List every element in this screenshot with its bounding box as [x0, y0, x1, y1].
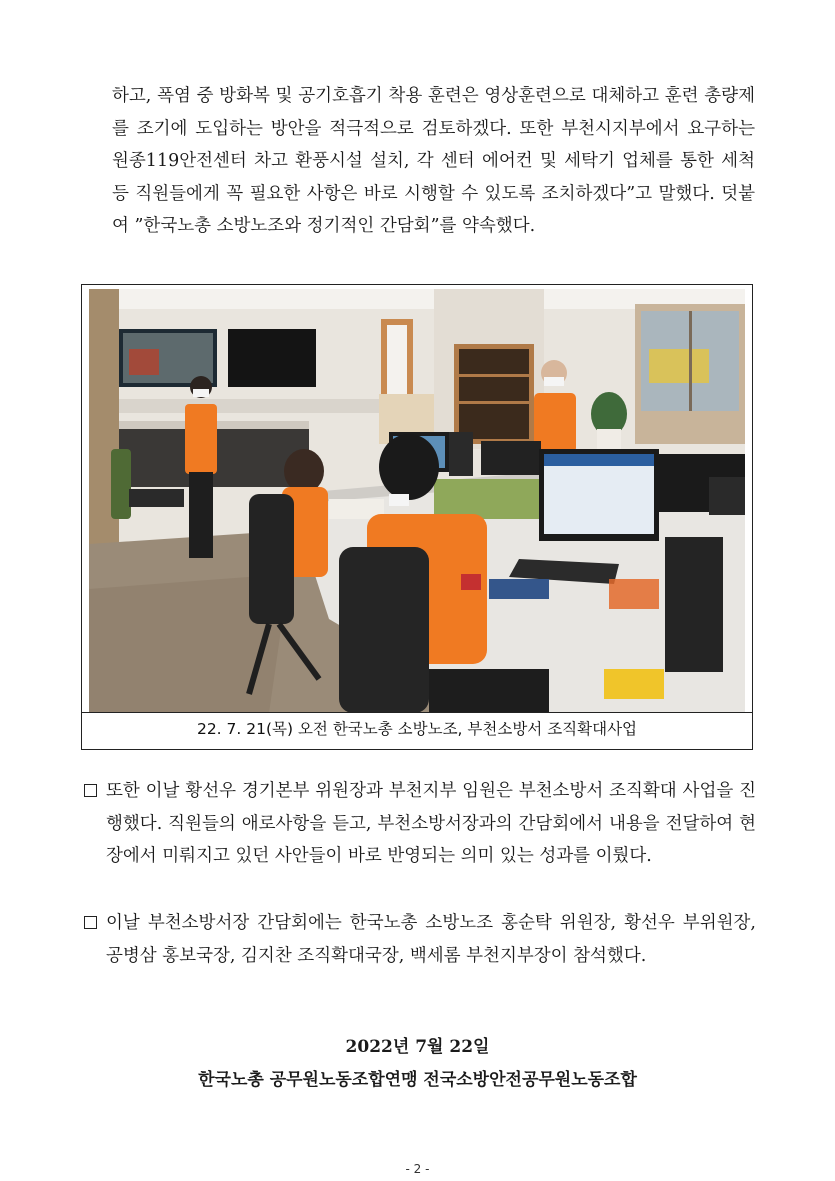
photo-caption: 22. 7. 21(목) 오전 한국노총 소방노조, 부천소방서 조직확대사업 [196, 720, 638, 738]
caption-divider [82, 712, 752, 713]
document-date: 2022년 7월 22일 [345, 1037, 490, 1057]
page-number: - 2 - [405, 1162, 430, 1176]
bullet-item [84, 907, 756, 972]
bullet-text: 이날 부천소방서장 간담회에는 한국노총 소방노조 홍순탁 위원장, 황선우 부위원장, 공병삼 홍보국장, 김지찬 조직확대국장, 백세롬 부천지부장이 참석했다. [106, 913, 756, 966]
checkbox-square-icon [84, 916, 97, 929]
checkbox-square-icon [84, 784, 97, 797]
office-photo [89, 289, 745, 713]
organization-name: 한국노총 공무원노동조합연맹 전국소방안전공무원노동조합 [198, 1070, 637, 1090]
bullet-text: 또한 이날 황선우 경기본부 위원장과 부천지부 임원은 부천소방서 조직확대 사업을 진행했다. 직원들의 애로사항을 듣고, 부천소방서장과의 간담회에서 내용을 전달하여 현장에서 미뤄지고 있던 사안들이 바로 반영되는 의미 있는 성과를 이뤘다. [106, 781, 756, 866]
body-paragraph: 하고, 폭염 중 방화복 및 공기호흡기 착용 훈련은 영상훈련으로 대체하고 훈련 총량제를 조기에 도입하는 방안을 적극적으로 검토하겠다. 또한 부천시지부에서 요구하는 원종119안전센터 차고 환풍시설 설치, 각 센터 에어컨 및 세탁기 업체를 통한 세척 등 직원들에게 꼭 필요한 사항은 바로 시행할 수 있도록 조치하겠다”고 말했다. 덧붙여 ”한국노총 소방노조와 정기적인 간담회”를 약속했다. [112, 86, 755, 236]
bullet-item [84, 775, 756, 873]
photo-figure [81, 284, 753, 750]
